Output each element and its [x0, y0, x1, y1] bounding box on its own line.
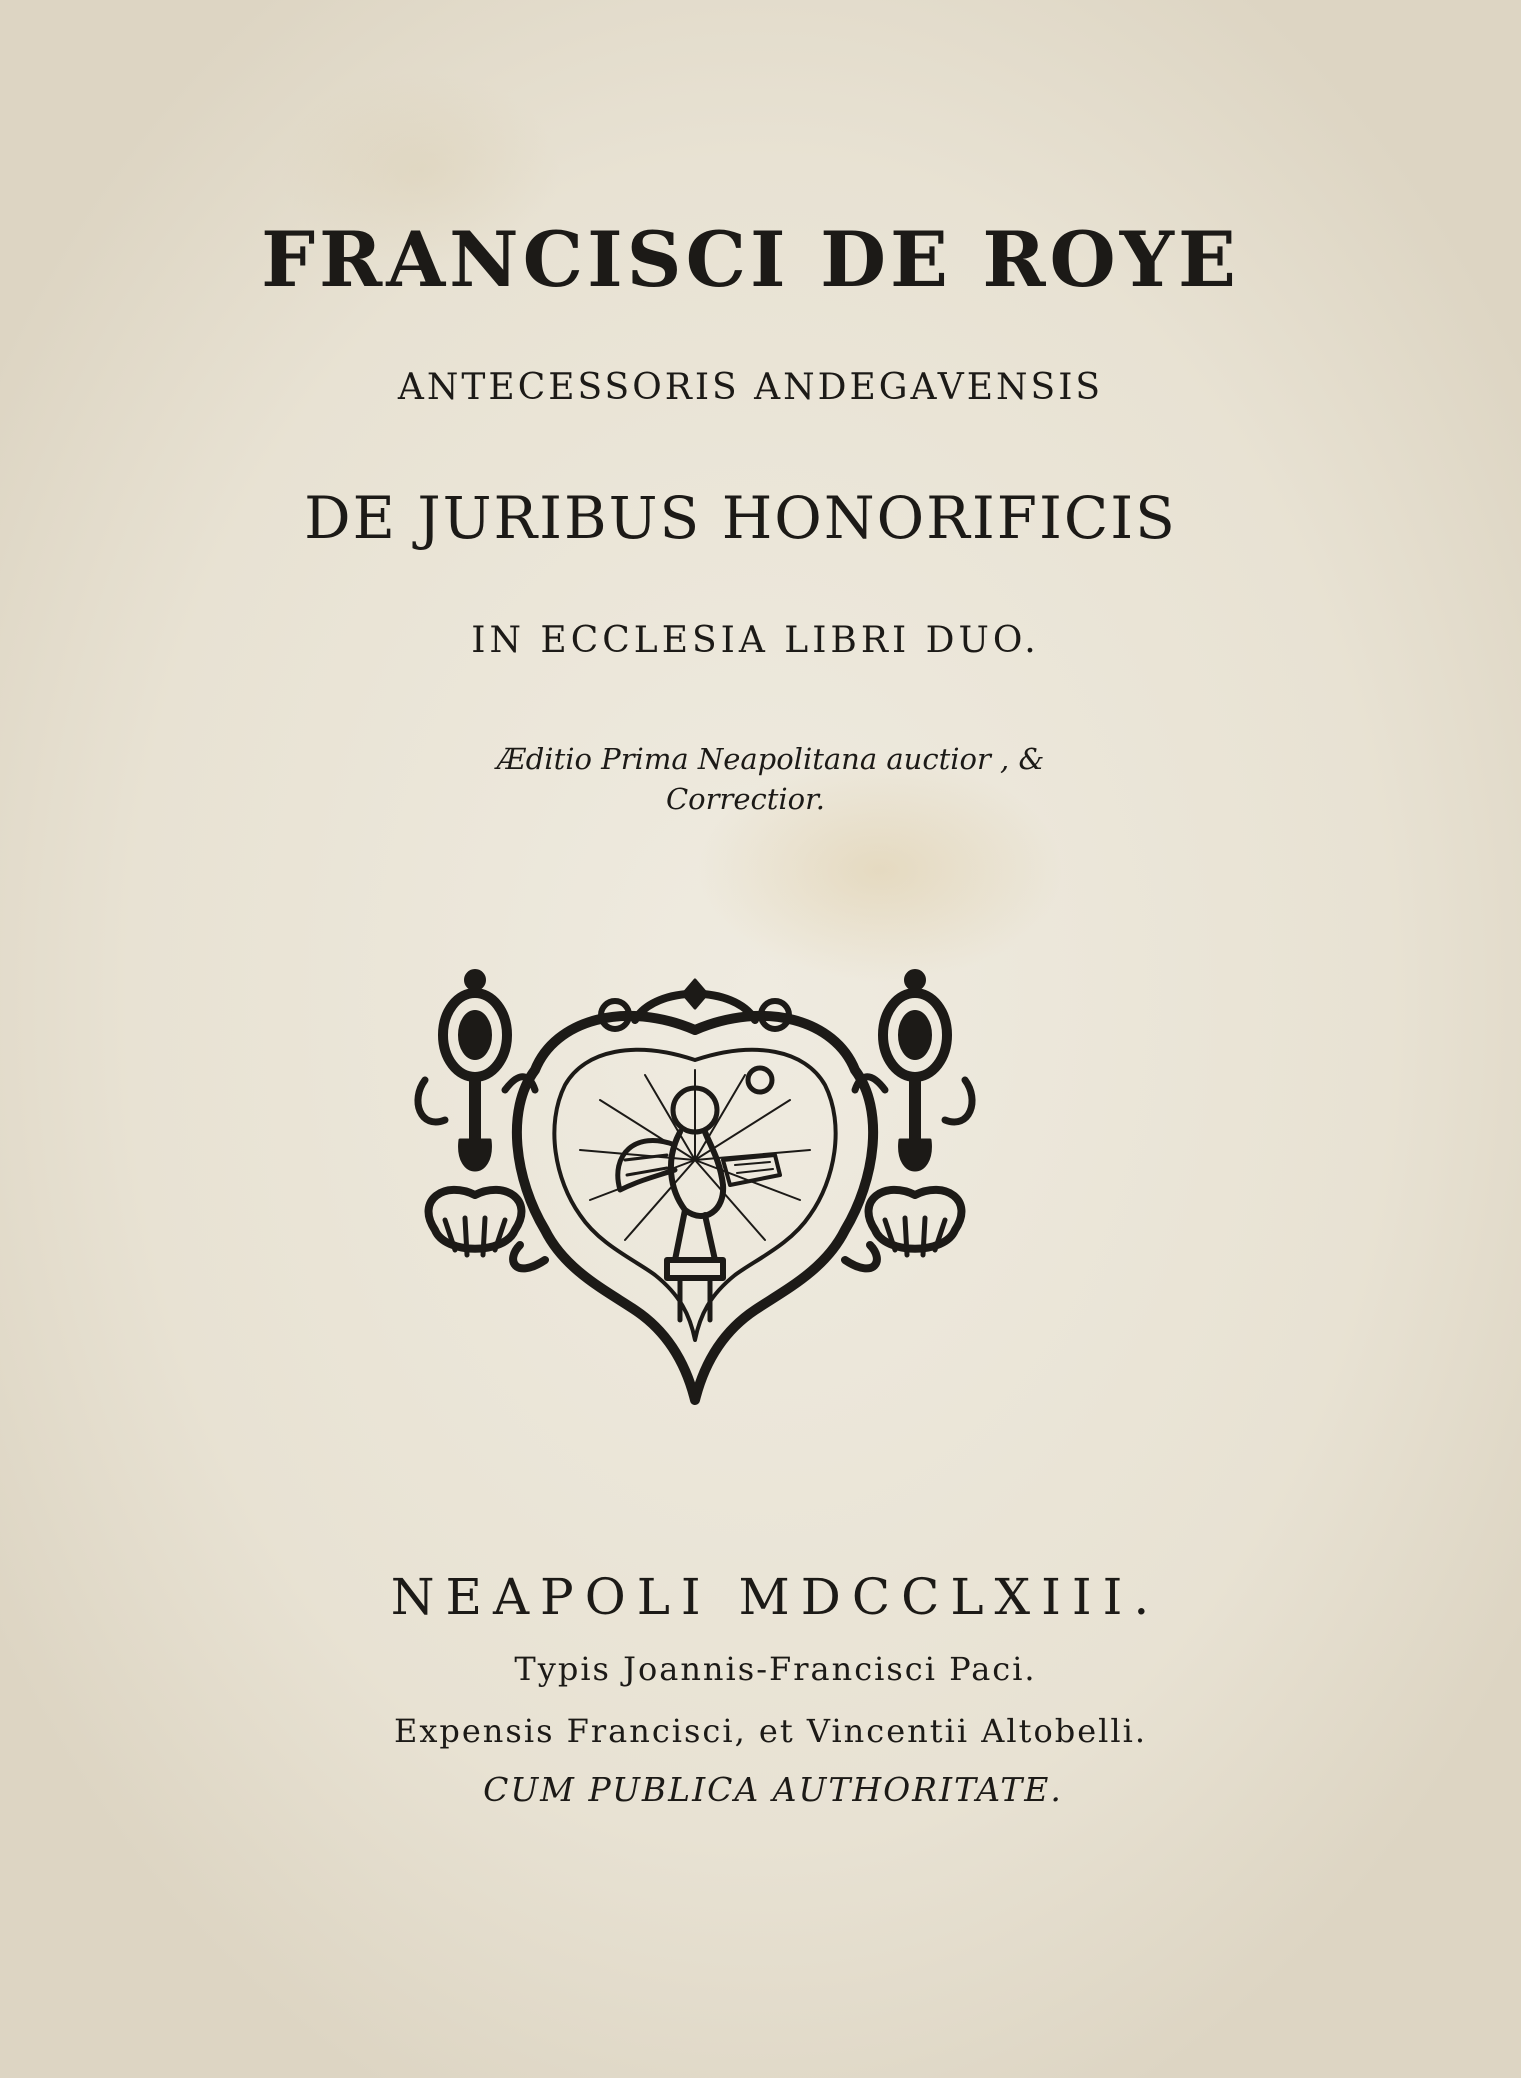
- author-name: FRANCISCI DE ROYE: [261, 215, 1240, 304]
- imprint-printer: Typis Joannis-Francisci Paci.: [514, 1650, 1037, 1688]
- imprint-expense: Expensis Francisci, et Vincentii Altobelli.: [393, 1712, 1148, 1750]
- edition-statement-line-1: Æditio Prima Neapolitana auctior , &: [496, 742, 1045, 776]
- imprint-place-date: NEAPOLI MDCCLXIII.: [390, 1568, 1161, 1626]
- work-subtitle: IN ECCLESIA LIBRI DUO.: [471, 620, 1040, 661]
- work-title: DE JURIBUS HONORIFICIS: [304, 484, 1177, 552]
- printer-ornament-cherub-icon: [405, 960, 985, 1420]
- edition-statement-line-2: Correctior.: [665, 782, 826, 816]
- imprint-authority: CUM PUBLICA AUTHORITATE.: [483, 1770, 1063, 1809]
- author-title: ANTECESSORIS ANDEGAVENSIS: [397, 367, 1104, 408]
